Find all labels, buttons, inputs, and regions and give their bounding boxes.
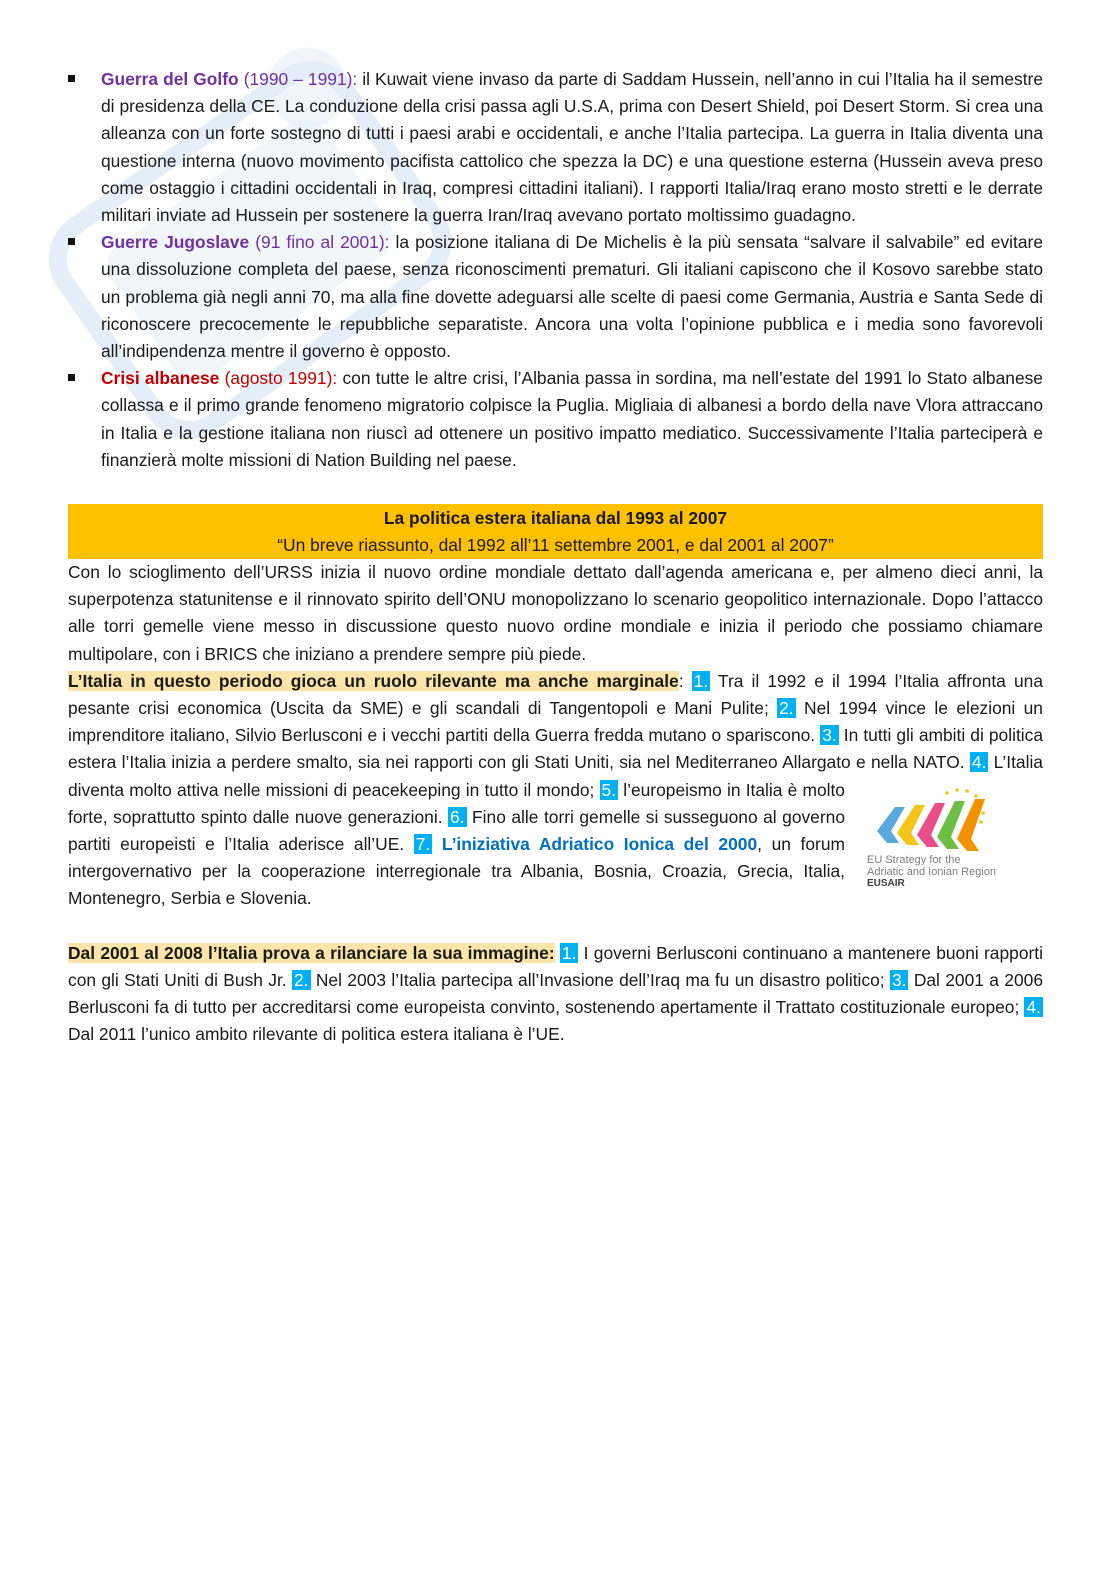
number-badge: 4.	[1026, 997, 1041, 1018]
bullet-item-jugoslave	[68, 229, 1043, 365]
italy-role-paragraph	[68, 668, 1043, 913]
section-banner	[68, 504, 1043, 559]
bullet-list	[68, 66, 1043, 474]
number-badge: 2.	[779, 698, 794, 719]
lead-colon: :	[678, 670, 692, 691]
number-badge: 3.	[891, 969, 907, 990]
bullet-item-golfo	[68, 66, 1043, 229]
item-text: Dal 2001 a 2006 Berlusconi fa di tutto per accreditarsi come europeista convinto, sostenendo apertamente il Trattato costituzionale europeo;	[68, 969, 1043, 1018]
number-badge: 2.	[294, 969, 309, 990]
number-badge: 1.	[561, 942, 577, 963]
number-badge: 4.	[971, 752, 987, 773]
bullet-period: (agosto 1991):	[224, 368, 338, 389]
bullet-period: (91 fino al 2001):	[255, 232, 390, 253]
highlighted-lead: L’Italia in questo periodo gioca un ruolo rilevante ma anche marginale	[68, 670, 679, 691]
bullet-item-albanese	[68, 365, 1043, 474]
intro-paragraph: Con lo scioglimento dell’URSS inizia il nuovo ordine mondiale dettato dall’agenda americana e, per almeno dieci anni, la superpotenza statunitense e il rinnovato spirito dell’ONU monopolizzano lo scenario geopolitico internazionale. Dopo l’attacco alle torri gemelle viene messo in discussione questo nuovo ordine mondiale e inizia il periodo che possiamo chiamare multipolare, con i BRICS che iniziano a prendere sempre più piede.	[68, 562, 1043, 664]
adriatico-ionica-keyword: L’iniziativa Adriatico Ionica del 2000	[432, 834, 758, 855]
bullet-text: il Kuwait viene invaso da parte di Saddam Hussein, nell’anno in cui l’Italia ha il semestre di presidenza della CE. La conduzione della crisi passa agli U.S.A, prima con Desert Shield, poi Desert Storm. Si crea una alleanza con un forte sostegno di tutti i paesi arabi e occidentali, e anche l’Italia partecipa. La guerra in Italia diventa una questione interna (nuovo movimento pacifista cattolico che spezza la DC) e una questione esterna (Hussein aveva preso come ostaggio i cittadini occidentali in Iraq, compresi cittadini italiani). I rapporti Italia/Iraq erano mosto stretti e le derrate militari inviate ad Hussein per sostenere la guerra Iran/Iraq avevano portato moltissimo guadagno.	[101, 69, 1044, 226]
item-text: In tutti gli ambiti di politica estera l’Italia inizia a perdere smalto, sia nei rapporti con gli Stati Uniti, sia nel Mediterraneo Allargato e nella NATO.	[68, 725, 1044, 773]
logo-acronym: EUSAIR	[867, 877, 905, 887]
item-text: L’Italia diventa molto attiva nelle missioni di peacekeeping in tutto il mondo;	[68, 752, 1043, 800]
item-text: Nel 1994 vince le elezioni un imprenditore italiano, Silvio Berlusconi e i vecchi partiti della Guerra fredda mutano o spariscono.	[68, 698, 1043, 746]
number-badge: 3.	[822, 725, 837, 746]
highlighted-lead: Dal 2001 al 2008 l’Italia prova a rilanciare la sua immagine:	[68, 942, 555, 963]
logo-line-2: Adriatic and Ionian Region	[867, 865, 997, 878]
item-text: Dal 2011 l’unico ambito rilevante di politica estera italiana è l’UE.	[68, 1024, 565, 1045]
number-badge: 7.	[415, 834, 431, 855]
item-text: Fino alle torri gemelle si susseguono al governo partiti europeisti e l’Italia aderisce all’UE.	[68, 806, 845, 855]
section-subtitle: “Un breve riassunto, dal 1992 all’11 settembre 2001, e dal 2001 al 2007”	[277, 535, 834, 556]
square-bullet-icon	[68, 374, 75, 381]
square-bullet-icon	[68, 238, 75, 245]
logo-line-1: EU Strategy for the	[867, 853, 961, 866]
square-bullet-icon	[68, 75, 75, 82]
relaunch-paragraph	[68, 940, 1043, 1049]
bullet-keyword: Crisi albanese	[101, 368, 220, 389]
bullet-keyword: Guerra del Golfo	[101, 69, 239, 89]
logo-arrow-icon	[877, 807, 905, 843]
number-badge: 1.	[693, 670, 709, 691]
eusair-arrows-icon	[865, 783, 1043, 887]
bullet-text: la posizione italiana di De Michelis è la più sensata “salvare il salvabile” ed evitare una dissoluzione completa del paese, senza riconoscimenti prematuri. Gli italiani capiscono che il Kosovo sarebbe stato un problema già negli anni 70, ma alla fine dovette adeguarsi alle scelte di paesi come Germania, Austria e Santa Sede di riconoscere precocemente le repubbliche separatiste. Ancora una volta l’opinione pubblica e i media sono favorevoli all’indipendenza mentre il governo è opposto.	[101, 232, 1044, 362]
bullet-period: (1990 – 1991):	[243, 69, 358, 89]
item-text: I governi Berlusconi continuano a mantenere buoni rapporti con gli Stati Uniti di Bush Jr.	[68, 942, 1043, 990]
bullet-text: con tutte le altre crisi, l’Albania passa in sordina, ma nell’estate del 1991 lo Stato albanese collassa e il primo grande fenomeno migratorio colpisce la Puglia. Migliaia di albanesi a bordo della nave Vlora attraccano in Italia e la gestione italiana non riuscì ad ottenere un positivo impatto mediatico. Successivamente l’Italia parteciperà e finanzierà molte missioni di Nation Building nel paese.	[101, 368, 1043, 470]
section-title: La politica estera italiana dal 1993 al 2007	[383, 508, 728, 529]
number-badge: 6.	[450, 806, 465, 827]
item-text: , un forum intergovernativo per la cooperazione interregionale tra Albania, Bosnia, Croazia, Grecia, Italia, Montenegro, Serbia e Slovenia.	[68, 834, 845, 909]
item-text: Tra il 1992 e il 1994 l’Italia affronta una pesante crisi economica (Uscita da SME) e gli scandali di Tangentopoli e Mani Pulite;	[68, 670, 1043, 719]
item-text: Nel 2003 l’Italia partecipa all’Invasione dell’Iraq ma fu un disastro politico;	[310, 969, 890, 990]
item-text: l’europeismo in Italia è molto forte, soprattutto spinto dalle nuove generazioni.	[68, 779, 845, 827]
bullet-keyword: Guerre Jugoslave	[101, 232, 250, 253]
paragraph-gap	[68, 913, 1043, 940]
document-content	[68, 66, 1043, 1049]
eusair-logo	[865, 783, 1043, 887]
number-badge: 5.	[601, 779, 617, 800]
